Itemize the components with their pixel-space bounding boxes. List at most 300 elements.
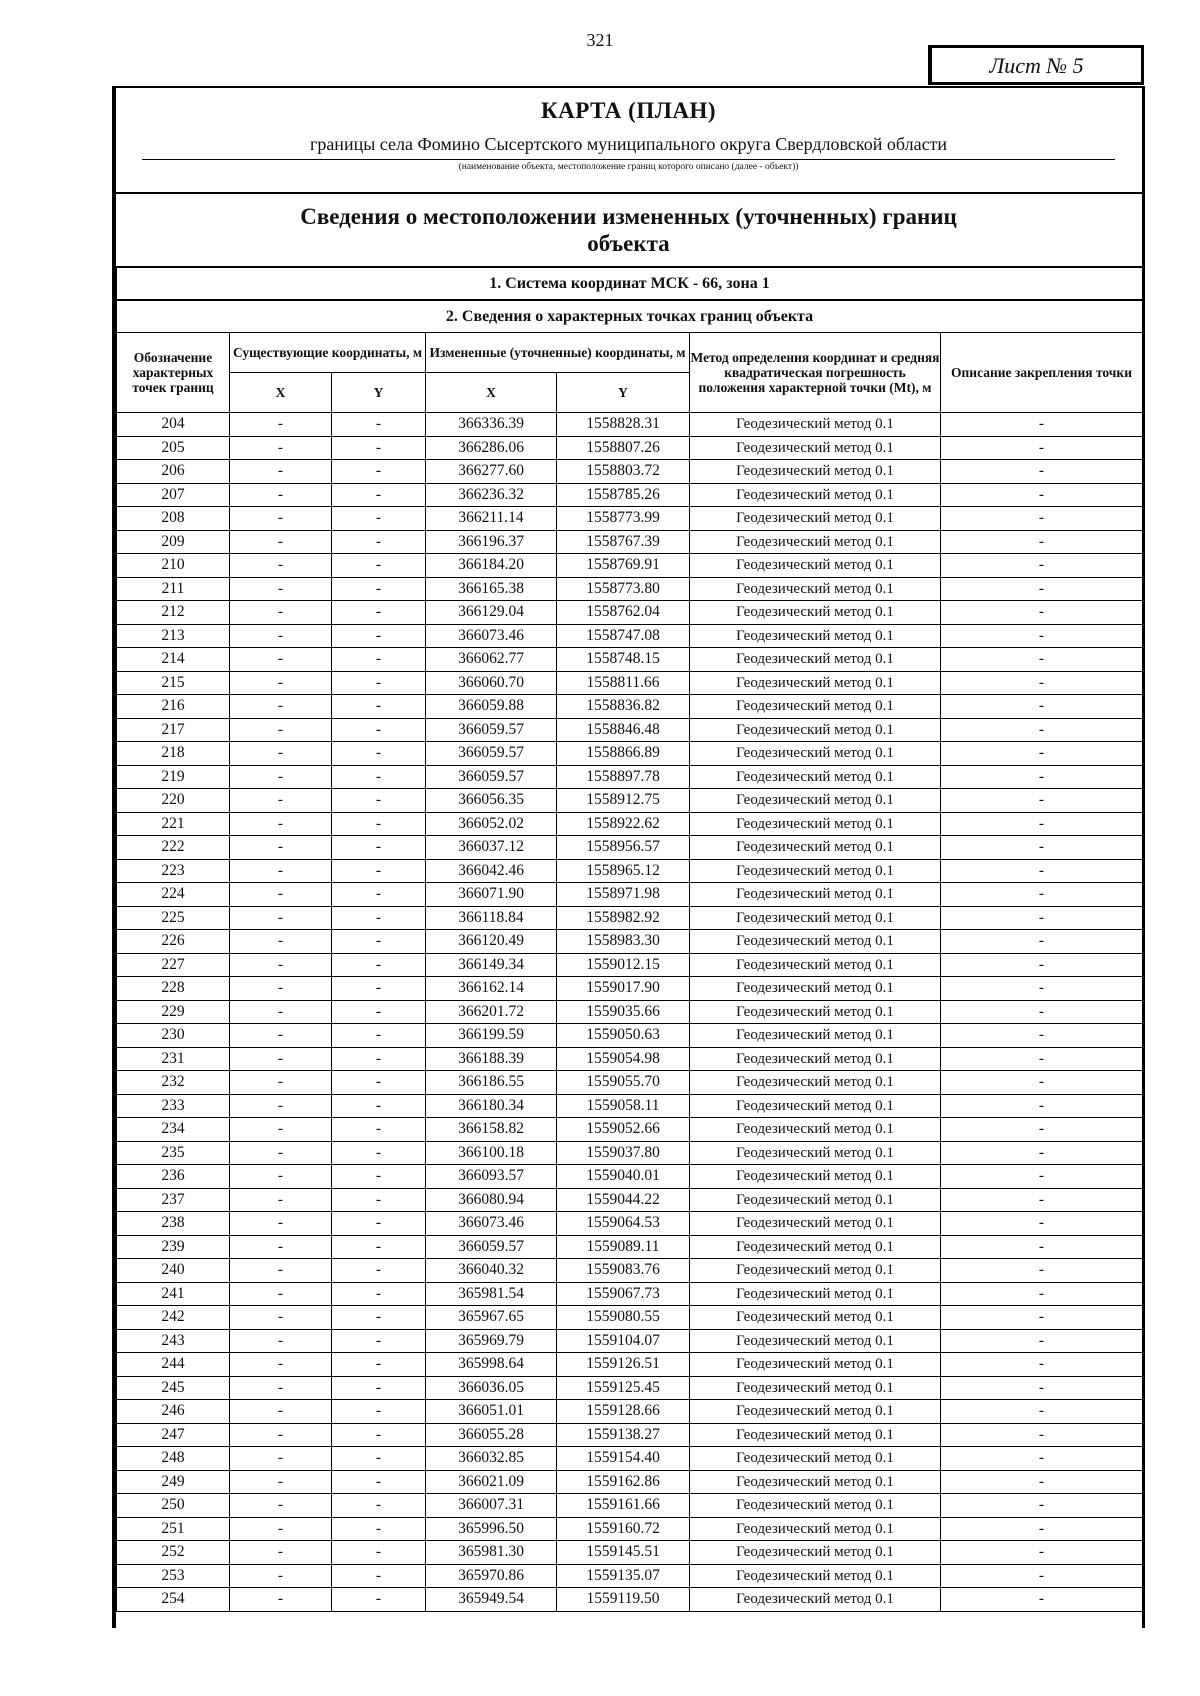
existing-y-cell: -	[332, 530, 426, 554]
description-cell: -	[941, 1470, 1143, 1494]
description-cell: -	[941, 1353, 1143, 1377]
changed-x-cell: 365996.50	[426, 1517, 557, 1541]
table-row	[117, 718, 1143, 742]
existing-x-cell: -	[230, 1235, 332, 1259]
method-cell: Геодезический метод 0.1	[690, 906, 941, 930]
existing-x-cell: -	[230, 789, 332, 813]
existing-y-cell: -	[332, 718, 426, 742]
description-cell: -	[941, 1564, 1143, 1588]
existing-y-cell: -	[332, 836, 426, 860]
existing-x-cell: -	[230, 671, 332, 695]
changed-x-cell: 366059.57	[426, 1235, 557, 1259]
changed-x-cell: 365967.65	[426, 1306, 557, 1330]
table-row	[117, 1494, 1143, 1518]
changed-y-cell: 1558748.15	[557, 648, 690, 672]
existing-x-cell: -	[230, 1000, 332, 1024]
changed-x-cell: 365998.64	[426, 1353, 557, 1377]
description-cell: -	[941, 812, 1143, 836]
points-table	[116, 266, 1143, 1612]
existing-x-cell: -	[230, 530, 332, 554]
changed-x-cell: 365981.30	[426, 1541, 557, 1565]
header-existing: Существующие координаты, м	[230, 333, 426, 373]
point-id-cell: 250	[117, 1494, 230, 1518]
existing-y-cell: -	[332, 460, 426, 484]
changed-x-cell: 366201.72	[426, 1000, 557, 1024]
point-id-cell: 238	[117, 1212, 230, 1236]
description-cell: -	[941, 671, 1143, 695]
description-cell: -	[941, 483, 1143, 507]
existing-x-cell: -	[230, 624, 332, 648]
point-id-cell: 245	[117, 1376, 230, 1400]
changed-y-cell: 1558803.72	[557, 460, 690, 484]
changed-x-cell: 366162.14	[426, 977, 557, 1001]
table-row	[117, 1423, 1143, 1447]
sheet-label: Лист № 5	[928, 45, 1144, 85]
point-id-cell: 226	[117, 930, 230, 954]
changed-y-cell: 1559119.50	[557, 1588, 690, 1612]
changed-x-cell: 366277.60	[426, 460, 557, 484]
table-row	[117, 577, 1143, 601]
point-id-cell: 207	[117, 483, 230, 507]
method-cell: Геодезический метод 0.1	[690, 1024, 941, 1048]
changed-x-cell: 366186.55	[426, 1071, 557, 1095]
method-cell: Геодезический метод 0.1	[690, 1259, 941, 1283]
description-cell: -	[941, 1118, 1143, 1142]
existing-y-cell: -	[332, 601, 426, 625]
point-id-cell: 233	[117, 1094, 230, 1118]
description-cell: -	[941, 1282, 1143, 1306]
table-row	[117, 413, 1143, 437]
existing-x-cell: -	[230, 718, 332, 742]
existing-x-cell: -	[230, 483, 332, 507]
changed-x-cell: 366093.57	[426, 1165, 557, 1189]
existing-x-cell: -	[230, 1024, 332, 1048]
method-cell: Геодезический метод 0.1	[690, 1047, 941, 1071]
existing-x-cell: -	[230, 1470, 332, 1494]
description-cell: -	[941, 413, 1143, 437]
changed-y-cell: 1559104.07	[557, 1329, 690, 1353]
table-row	[117, 695, 1143, 719]
changed-y-cell: 1558828.31	[557, 413, 690, 437]
method-cell: Геодезический метод 0.1	[690, 1000, 941, 1024]
existing-x-cell: -	[230, 1212, 332, 1236]
changed-y-cell: 1559080.55	[557, 1306, 690, 1330]
point-id-cell: 254	[117, 1588, 230, 1612]
table-body	[117, 413, 1143, 1612]
changed-y-cell: 1558912.75	[557, 789, 690, 813]
table-row	[117, 1541, 1143, 1565]
map-caption: (наименование объекта, местоположение границ которого описано (далее - объект))	[458, 162, 799, 172]
description-cell: -	[941, 1071, 1143, 1095]
existing-y-cell: -	[332, 1400, 426, 1424]
point-id-cell: 243	[117, 1329, 230, 1353]
header-changed-x: X	[426, 373, 557, 413]
changed-x-cell: 366007.31	[426, 1494, 557, 1518]
description-cell: -	[941, 953, 1143, 977]
changed-y-cell: 1558956.57	[557, 836, 690, 860]
changed-x-cell: 366056.35	[426, 789, 557, 813]
existing-y-cell: -	[332, 413, 426, 437]
existing-y-cell: -	[332, 1094, 426, 1118]
changed-x-cell: 366180.34	[426, 1094, 557, 1118]
method-cell: Геодезический метод 0.1	[690, 1188, 941, 1212]
changed-x-cell: 365970.86	[426, 1564, 557, 1588]
existing-x-cell: -	[230, 413, 332, 437]
table-row	[117, 1470, 1143, 1494]
changed-y-cell: 1559145.51	[557, 1541, 690, 1565]
description-cell: -	[941, 883, 1143, 907]
point-id-cell: 248	[117, 1447, 230, 1471]
method-cell: Геодезический метод 0.1	[690, 507, 941, 531]
changed-x-cell: 366149.34	[426, 953, 557, 977]
changed-x-cell: 366336.39	[426, 413, 557, 437]
changed-x-cell: 366032.85	[426, 1447, 557, 1471]
method-cell: Геодезический метод 0.1	[690, 1212, 941, 1236]
existing-y-cell: -	[332, 483, 426, 507]
changed-y-cell: 1558971.98	[557, 883, 690, 907]
changed-y-cell: 1558922.62	[557, 812, 690, 836]
method-cell: Геодезический метод 0.1	[690, 742, 941, 766]
table-row	[117, 436, 1143, 460]
method-cell: Геодезический метод 0.1	[690, 836, 941, 860]
changed-y-cell: 1559128.66	[557, 1400, 690, 1424]
point-id-cell: 249	[117, 1470, 230, 1494]
existing-y-cell: -	[332, 624, 426, 648]
existing-y-cell: -	[332, 1282, 426, 1306]
changed-x-cell: 366059.57	[426, 718, 557, 742]
method-cell: Геодезический метод 0.1	[690, 1588, 941, 1612]
table-row	[117, 1141, 1143, 1165]
changed-x-cell: 366055.28	[426, 1423, 557, 1447]
table-row	[117, 1000, 1143, 1024]
method-cell: Геодезический метод 0.1	[690, 413, 941, 437]
changed-y-cell: 1559058.11	[557, 1094, 690, 1118]
changed-y-cell: 1559052.66	[557, 1118, 690, 1142]
method-cell: Геодезический метод 0.1	[690, 1447, 941, 1471]
existing-x-cell: -	[230, 812, 332, 836]
changed-x-cell: 366188.39	[426, 1047, 557, 1071]
changed-y-cell: 1558773.99	[557, 507, 690, 531]
existing-x-cell: -	[230, 601, 332, 625]
existing-x-cell: -	[230, 577, 332, 601]
changed-y-cell: 1559055.70	[557, 1071, 690, 1095]
description-cell: -	[941, 695, 1143, 719]
existing-y-cell: -	[332, 1071, 426, 1095]
method-cell: Геодезический метод 0.1	[690, 436, 941, 460]
existing-y-cell: -	[332, 930, 426, 954]
table-row	[117, 1329, 1143, 1353]
method-cell: Геодезический метод 0.1	[690, 789, 941, 813]
existing-y-cell: -	[332, 1024, 426, 1048]
point-id-cell: 224	[117, 883, 230, 907]
changed-y-cell: 1559126.51	[557, 1353, 690, 1377]
method-cell: Геодезический метод 0.1	[690, 460, 941, 484]
description-cell: -	[941, 1212, 1143, 1236]
table-row	[117, 1588, 1143, 1612]
existing-x-cell: -	[230, 1353, 332, 1377]
point-id-cell: 252	[117, 1541, 230, 1565]
method-cell: Геодезический метод 0.1	[690, 1353, 941, 1377]
method-cell: Геодезический метод 0.1	[690, 530, 941, 554]
changed-y-cell: 1558982.92	[557, 906, 690, 930]
changed-x-cell: 366037.12	[426, 836, 557, 860]
method-cell: Геодезический метод 0.1	[690, 624, 941, 648]
description-cell: -	[941, 1047, 1143, 1071]
point-id-cell: 231	[117, 1047, 230, 1071]
method-cell: Геодезический метод 0.1	[690, 1400, 941, 1424]
existing-y-cell: -	[332, 436, 426, 460]
method-cell: Геодезический метод 0.1	[690, 1141, 941, 1165]
table-row	[117, 624, 1143, 648]
method-cell: Геодезический метод 0.1	[690, 1329, 941, 1353]
table-row	[117, 1564, 1143, 1588]
changed-y-cell: 1558807.26	[557, 436, 690, 460]
method-cell: Геодезический метод 0.1	[690, 718, 941, 742]
description-cell: -	[941, 1141, 1143, 1165]
changed-y-cell: 1558897.78	[557, 765, 690, 789]
existing-y-cell: -	[332, 1235, 426, 1259]
changed-x-cell: 366199.59	[426, 1024, 557, 1048]
description-cell: -	[941, 554, 1143, 578]
table-row	[117, 1118, 1143, 1142]
table-row	[117, 812, 1143, 836]
changed-y-cell: 1559160.72	[557, 1517, 690, 1541]
point-id-cell: 217	[117, 718, 230, 742]
existing-y-cell: -	[332, 1564, 426, 1588]
header-existing-x: X	[230, 373, 332, 413]
method-cell: Геодезический метод 0.1	[690, 554, 941, 578]
existing-x-cell: -	[230, 1306, 332, 1330]
map-subject: границы села Фомино Сысертского муниципального округа Свердловской области	[309, 134, 948, 154]
table-row	[117, 1094, 1143, 1118]
existing-y-cell: -	[332, 1047, 426, 1071]
existing-y-cell: -	[332, 1212, 426, 1236]
table-row	[117, 930, 1143, 954]
point-id-cell: 251	[117, 1517, 230, 1541]
changed-x-cell: 366059.88	[426, 695, 557, 719]
table-row	[117, 483, 1143, 507]
existing-y-cell: -	[332, 812, 426, 836]
existing-y-cell: -	[332, 1165, 426, 1189]
changed-y-cell: 1559089.11	[557, 1235, 690, 1259]
changed-x-cell: 366211.14	[426, 507, 557, 531]
existing-y-cell: -	[332, 1259, 426, 1283]
changed-y-cell: 1559054.98	[557, 1047, 690, 1071]
point-id-cell: 237	[117, 1188, 230, 1212]
changed-x-cell: 366196.37	[426, 530, 557, 554]
changed-x-cell: 366100.18	[426, 1141, 557, 1165]
header-changed: Измененные (уточненные) координаты, м	[426, 333, 690, 373]
method-cell: Геодезический метод 0.1	[690, 648, 941, 672]
description-cell: -	[941, 906, 1143, 930]
changed-x-cell: 366129.04	[426, 601, 557, 625]
point-id-cell: 229	[117, 1000, 230, 1024]
point-id-cell: 225	[117, 906, 230, 930]
method-cell: Геодезический метод 0.1	[690, 883, 941, 907]
existing-x-cell: -	[230, 1188, 332, 1212]
point-id-cell: 210	[117, 554, 230, 578]
existing-y-cell: -	[332, 1188, 426, 1212]
point-id-cell: 215	[117, 671, 230, 695]
method-cell: Геодезический метод 0.1	[690, 930, 941, 954]
existing-x-cell: -	[230, 1376, 332, 1400]
point-id-cell: 227	[117, 953, 230, 977]
existing-y-cell: -	[332, 695, 426, 719]
header-method: Метод определения координат и средняя квадратическая погрешность положения характерной точки (Mt), м	[690, 333, 941, 413]
header-existing-y: Y	[332, 373, 426, 413]
existing-y-cell: -	[332, 1329, 426, 1353]
changed-y-cell: 1558785.26	[557, 483, 690, 507]
description-cell: -	[941, 789, 1143, 813]
existing-x-cell: -	[230, 648, 332, 672]
changed-x-cell: 366062.77	[426, 648, 557, 672]
existing-y-cell: -	[332, 1118, 426, 1142]
method-cell: Геодезический метод 0.1	[690, 953, 941, 977]
existing-y-cell: -	[332, 1306, 426, 1330]
existing-y-cell: -	[332, 859, 426, 883]
existing-y-cell: -	[332, 977, 426, 1001]
existing-y-cell: -	[332, 742, 426, 766]
method-cell: Геодезический метод 0.1	[690, 1470, 941, 1494]
point-id-cell: 212	[117, 601, 230, 625]
changed-y-cell: 1558836.82	[557, 695, 690, 719]
changed-x-cell: 366071.90	[426, 883, 557, 907]
description-cell: -	[941, 765, 1143, 789]
description-cell: -	[941, 436, 1143, 460]
existing-x-cell: -	[230, 554, 332, 578]
existing-x-cell: -	[230, 1282, 332, 1306]
existing-x-cell: -	[230, 977, 332, 1001]
description-cell: -	[941, 1423, 1143, 1447]
existing-y-cell: -	[332, 906, 426, 930]
point-id-cell: 235	[117, 1141, 230, 1165]
table-row	[117, 1306, 1143, 1330]
existing-x-cell: -	[230, 1118, 332, 1142]
existing-y-cell: -	[332, 1447, 426, 1471]
existing-x-cell: -	[230, 1165, 332, 1189]
table-row	[117, 507, 1143, 531]
table-row	[117, 765, 1143, 789]
existing-y-cell: -	[332, 765, 426, 789]
changed-y-cell: 1559040.01	[557, 1165, 690, 1189]
table-row	[117, 1165, 1143, 1189]
changed-y-cell: 1559154.40	[557, 1447, 690, 1471]
changed-y-cell: 1559037.80	[557, 1141, 690, 1165]
existing-x-cell: -	[230, 1564, 332, 1588]
description-cell: -	[941, 742, 1143, 766]
existing-x-cell: -	[230, 436, 332, 460]
method-cell: Геодезический метод 0.1	[690, 1118, 941, 1142]
changed-x-cell: 366080.94	[426, 1188, 557, 1212]
table-row	[117, 883, 1143, 907]
existing-y-cell: -	[332, 1541, 426, 1565]
existing-x-cell: -	[230, 1047, 332, 1071]
map-header	[112, 86, 1145, 192]
existing-y-cell: -	[332, 577, 426, 601]
method-cell: Геодезический метод 0.1	[690, 812, 941, 836]
method-cell: Геодезический метод 0.1	[690, 859, 941, 883]
changed-x-cell: 366236.32	[426, 483, 557, 507]
description-cell: -	[941, 624, 1143, 648]
table-row	[117, 554, 1143, 578]
header-changed-y: Y	[557, 373, 690, 413]
description-cell: -	[941, 460, 1143, 484]
point-id-cell: 206	[117, 460, 230, 484]
header-point-id: Обозначение характерных точек границ	[117, 333, 230, 413]
method-cell: Геодезический метод 0.1	[690, 1282, 941, 1306]
existing-y-cell: -	[332, 1588, 426, 1612]
changed-x-cell: 366158.82	[426, 1118, 557, 1142]
table-row	[117, 1024, 1143, 1048]
table-row	[117, 953, 1143, 977]
description-cell: -	[941, 930, 1143, 954]
method-cell: Геодезический метод 0.1	[690, 1564, 941, 1588]
point-id-cell: 239	[117, 1235, 230, 1259]
method-cell: Геодезический метод 0.1	[690, 1494, 941, 1518]
point-id-cell: 242	[117, 1306, 230, 1330]
point-id-cell: 205	[117, 436, 230, 460]
method-cell: Геодезический метод 0.1	[690, 977, 941, 1001]
description-cell: -	[941, 1494, 1143, 1518]
changed-x-cell: 366051.01	[426, 1400, 557, 1424]
changed-x-cell: 366118.84	[426, 906, 557, 930]
method-cell: Геодезический метод 0.1	[690, 1541, 941, 1565]
changed-x-cell: 365981.54	[426, 1282, 557, 1306]
description-cell: -	[941, 1517, 1143, 1541]
changed-y-cell: 1559067.73	[557, 1282, 690, 1306]
changed-y-cell: 1559083.76	[557, 1259, 690, 1283]
existing-y-cell: -	[332, 554, 426, 578]
description-cell: -	[941, 530, 1143, 554]
method-cell: Геодезический метод 0.1	[690, 671, 941, 695]
table-row	[117, 1282, 1143, 1306]
changed-y-cell: 1558762.04	[557, 601, 690, 625]
existing-y-cell: -	[332, 1494, 426, 1518]
table-row	[117, 1353, 1143, 1377]
existing-x-cell: -	[230, 1494, 332, 1518]
existing-x-cell: -	[230, 1071, 332, 1095]
changed-x-cell: 366286.06	[426, 436, 557, 460]
changed-x-cell: 366073.46	[426, 624, 557, 648]
description-cell: -	[941, 977, 1143, 1001]
table-row	[117, 671, 1143, 695]
description-cell: -	[941, 507, 1143, 531]
point-id-cell: 213	[117, 624, 230, 648]
description-cell: -	[941, 1094, 1143, 1118]
point-id-cell: 211	[117, 577, 230, 601]
point-id-cell: 209	[117, 530, 230, 554]
existing-x-cell: -	[230, 1400, 332, 1424]
description-cell: -	[941, 1259, 1143, 1283]
description-cell: -	[941, 1024, 1143, 1048]
existing-y-cell: -	[332, 671, 426, 695]
changed-x-cell: 366059.57	[426, 742, 557, 766]
method-cell: Геодезический метод 0.1	[690, 577, 941, 601]
existing-x-cell: -	[230, 883, 332, 907]
table-row	[117, 1400, 1143, 1424]
changed-x-cell: 366165.38	[426, 577, 557, 601]
table-row	[117, 530, 1143, 554]
changed-y-cell: 1559044.22	[557, 1188, 690, 1212]
point-id-cell: 221	[117, 812, 230, 836]
existing-y-cell: -	[332, 1470, 426, 1494]
existing-y-cell: -	[332, 1353, 426, 1377]
changed-x-cell: 366073.46	[426, 1212, 557, 1236]
table-row	[117, 460, 1143, 484]
point-id-cell: 232	[117, 1071, 230, 1095]
description-cell: -	[941, 1329, 1143, 1353]
table-row	[117, 1376, 1143, 1400]
